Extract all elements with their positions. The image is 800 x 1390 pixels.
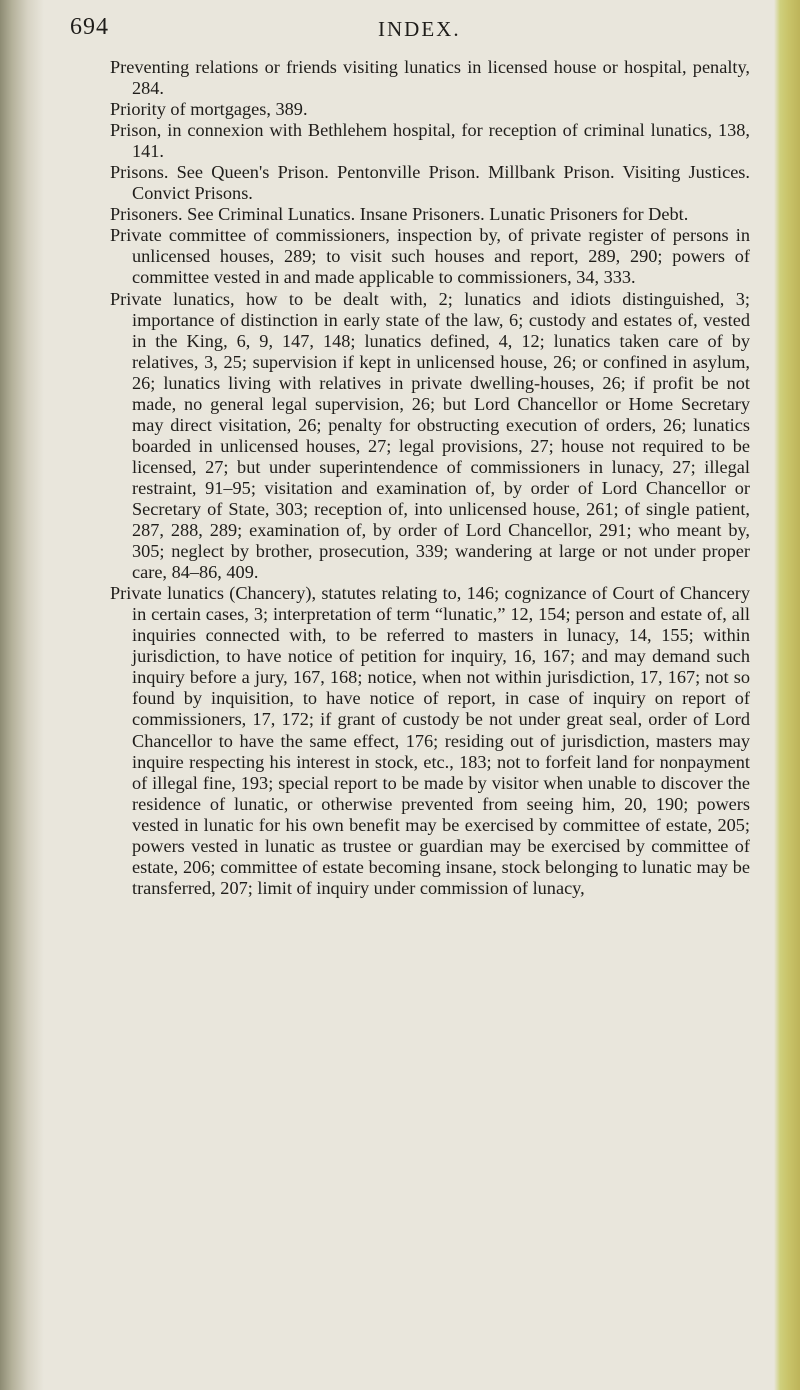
- index-entry: Prison, in connexion with Bethlehem hospital, for reception of criminal lunatics, 138, 141.: [110, 120, 750, 162]
- page-heading: INDEX.: [378, 17, 461, 41]
- index-entry: Preventing relations or friends visiting lunatics in licensed house or hospital, penalty, 284.: [110, 57, 750, 99]
- book-page: [44, 0, 774, 1390]
- index-entry: Prisons. See Queen's Prison. Pentonville Prison. Millbank Prison. Visiting Justices. Convict Prisons.: [110, 162, 750, 204]
- index-entry: Priority of mortgages, 389.: [110, 99, 308, 120]
- index-entry: Private lunatics, how to be dealt with, 2; lunatics and idiots distinguished, 3; importance of distinction in early state of the law, 6; custody and estates of, vested in the King, 6, 9, 147, 148; lunatics defined, 4, 12; lunatics taken care of by relatives, 3, 25; supervision if kept in unlicensed house, 26; or confined in asylum, 26; lunatics living with relatives in private dwelling-houses, 26; if profit be not made, no general legal supervision, 26; but Lord Chancellor or Home Secretary may direct visitation, 26; penalty for obstructing execution of orders, 26; lunatics boarded in unlicensed houses, 27; legal provisions, 27; house not required to be licensed, 27; but under superintendence of commissioners in lunacy, 27; illegal restraint, 91–95; visitation and examination of, by order of Lord Chancellor or Secretary of State, 303; reception of, into unlicensed house, 261; of single patient, 287, 288, 289; examination of, by order of Lord Chancellor, 291; who meant by, 305; neglect by brother, prosecution, 339; wandering at large or not under proper care, 84–86, 409.: [110, 288, 750, 583]
- running-head: [70, 14, 750, 50]
- facing-page-edge: [774, 0, 800, 1390]
- index-entries: [110, 57, 750, 899]
- binding-shadow: [0, 0, 44, 1390]
- index-entry: Prisoners. See Criminal Lunatics. Insane Prisoners. Lunatic Prisoners for Debt.: [110, 204, 689, 225]
- index-entry: Private committee of commissioners, inspection by, of private register of persons in unlicensed houses, 289; to visit such houses and report, 289, 290; powers of committee vested in and made applicable to commissioners, 34, 333.: [110, 225, 750, 288]
- index-entry: Private lunatics (Chancery), statutes relating to, 146; cognizance of Court of Chancery in certain cases, 3; interpretation of term “lunatic,” 12, 154; person and estate of, all inquiries connected with, to be referred to masters in lunacy, 14, 155; within jurisdiction, to have notice of petition for inquiry, 16, 167; and may demand such inquiry before a jury, 167, 168; notice, when not within jurisdiction, 17, 167; not so found by inquisition, to have notice of report, in case of inquiry on report of commissioners, 17, 172; if grant of custody be not under great seal, order of Lord Chancellor to have the same effect, 176; residing out of jurisdiction, masters may inquire respecting his interest in stock, etc., 183; not to forfeit land for nonpayment of illegal fine, 193; special report to be made by visitor when unable to discover the residence of lunatic, or otherwise prevented from seeing him, 20, 190; powers vested in lunatic for his own benefit may be exercised by committee of estate, 205; powers vested in lunatic as trustee or guardian may be exercised by committee of estate, 206; committee of estate becoming insane, stock belonging to lunatic may be transferred, 207; limit of inquiry under commission of lunacy,: [110, 583, 750, 898]
- page-number: 694: [70, 14, 109, 40]
